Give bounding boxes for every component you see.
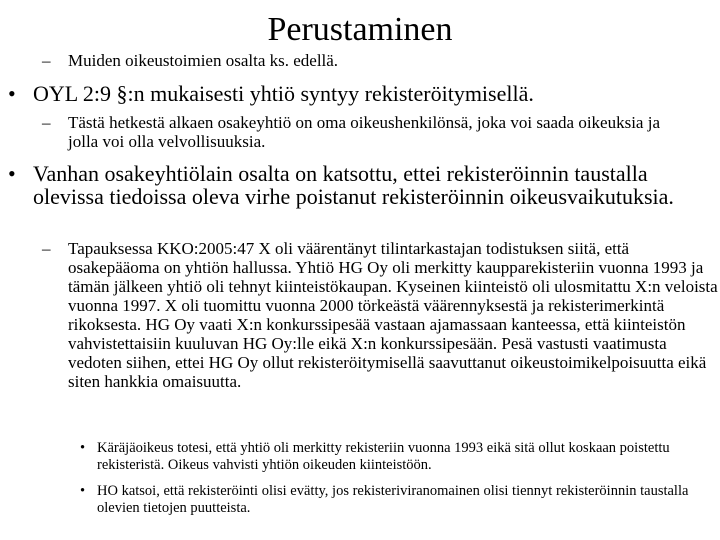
bullet-text: OYL 2:9 §:n mukaisesti yhtiö syntyy rekisteröitymisellä. [33,81,534,106]
round-bullet-icon: • [8,161,16,186]
sub-bullet-other-legal-acts [42,51,702,70]
sub-sub-bullet-district-court [80,440,700,474]
bullet-text: Käräjäoikeus totesi, että yhtiö oli merkitty rekisteriin vuonna 1993 eikä sitä ollut koskaan poistettu rekisteristä. Oikeus vahvisti yhtiön oikeuden kiinteistöön. [97,440,670,473]
sub-bullet-legal-person [42,113,682,151]
dash-bullet-icon: – [42,239,51,258]
bullet-old-companies-act [8,162,712,208]
slide-title: Perustaminen [267,11,453,48]
bullet-text: Vanhan osakeyhtiölain osalta on katsottu, ettei rekisteröinnin taustalla olevissa tiedoissa oleva virhe poistanut rekisteröinnin oikeusvaikutuksia. [33,161,674,209]
bullet-text: Muiden oikeustoimien osalta ks. edellä. [68,51,339,70]
sub-bullet-case-kko-2005-47 [42,239,720,391]
dash-bullet-icon: – [42,51,51,70]
round-bullet-icon: • [80,483,86,499]
bullet-text: Tästä hetkestä alkaen osakeyhtiö on oma oikeushenkilönsä, joka voi saada oikeuksia ja jolla voi olla velvollisuuksia. [68,113,660,151]
round-bullet-icon: • [8,81,16,106]
bullet-oyl-registration [8,82,712,105]
round-bullet-icon: • [80,440,86,456]
dash-bullet-icon: – [42,113,51,132]
sub-sub-bullet-court-of-appeal [80,483,700,517]
bullet-text: HO katsoi, että rekisteröinti olisi evätty, jos rekisteriviranomainen olisi tiennyt rekisteröinnin taustalla olevien tietojen puutteista. [97,483,689,516]
bullet-text: Tapauksessa KKO:2005:47 X oli väärentänyt tilintarkastajan todistuksen siitä, että osakepääoma on yhtiön hallussa. Yhtiö HG Oy oli merkitty kaupparekisteriin vuonna 1993 ja tämän jälkeen yhtiö oli tehnyt kiinteistökaupan. Kyseinen kiinteistö oli ulosmitattu X:n veloista vuonna 1997. X oli tuomittu vuonna 2000 törkeästä väärennyksestä ja rekisterimerkintä rikoksesta. HG Oy vaati X:n konkurssipesää vastaan ajamassaan kanteessa, että kiinteistön vahvistettaisiin kuuluvan HG Oy:lle eikä X:n konkurssipesään. Pesä vastusti vaatimusta vedoten siihen, ettei HG Oy ollut rekisteröitymisellä saavuttanut oikeustoimikelpoisuutta eikä siten hankkia omaisuutta. [68,239,718,391]
